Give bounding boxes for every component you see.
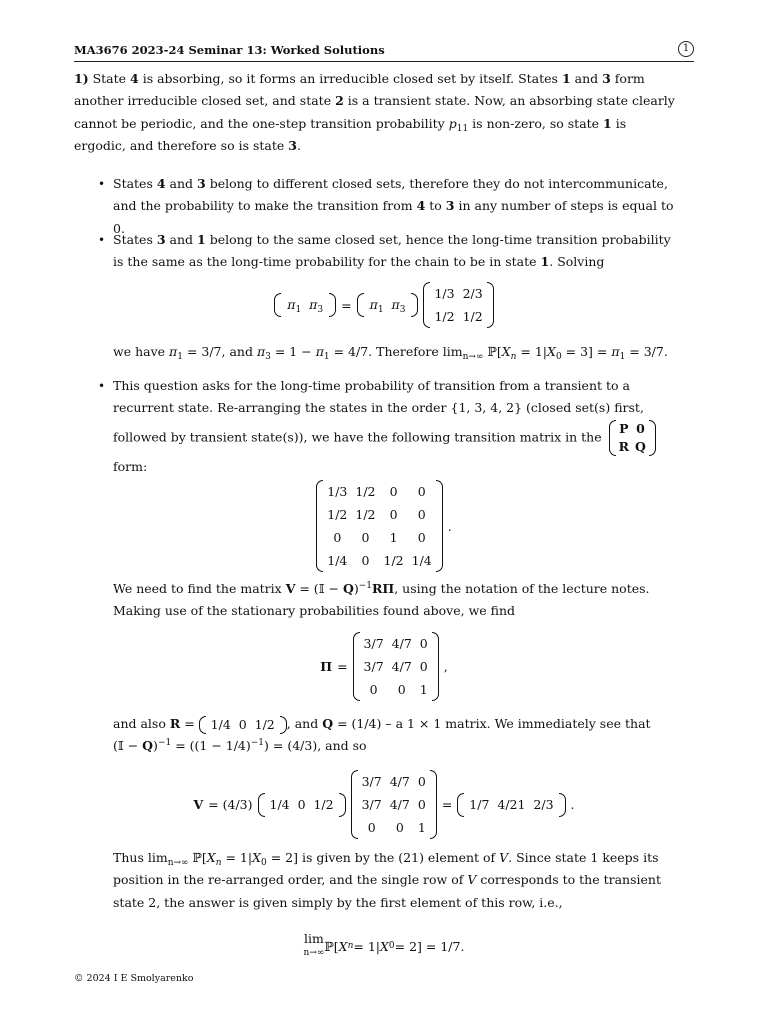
pi-matrix-equation: Π = 3/7 4/7 0 3/7 4/7 0 0 0 1 , — [0, 632, 768, 701]
stationary-equation: $\pi_1$ $\pi_3$ = $\pi_1$ $\pi_3$ 1/3 2/3 1/2 1/2 — [0, 282, 768, 328]
paragraph-thus: Thus $\lim_{n\to\infty}$ $ℙ[X_n = 1|X_0 = 2]$ is given by the (21) element of V. Since state 1 keeps its position in the re-arranged order, and the single row of V corresponds to the transient state 2, the answer is given simply by the first element of this row, i.e., — [113, 850, 661, 910]
paragraph-r-q: and also R = 1/4 0 1/2 , and Q = (1/4) – a 1 × 1 matrix. We immediately see that (𝕀 − $Q)^{-1} = ((1 - 1/4)^{-1}) = (4/3)$, and so — [113, 716, 651, 754]
pi-matrix: 3/7 4/7 0 3/7 4/7 0 0 0 1 — [363, 636, 428, 697]
page-number: 1 — [678, 41, 694, 57]
bullet-marker: • — [98, 379, 106, 393]
bullet-3-text: This question asks for the long-time probability of transition from a transient to a recurrent state. Re-arranging the states in the order {1, 3, 4, 2} (closed set(s) first, followed by transient state(s)), we have the following transition matrix in the P 0 R Q form: — [113, 375, 678, 465]
bullet-1-text: States 4 and 3 belong to different closed sets, therefore they do not intercommunicate, and the probability to make the transition from 4 to 3 in any number of steps is equal to 0. — [113, 176, 674, 236]
page-header — [74, 41, 694, 62]
paragraph-v-definition: We need to find the matrix V = (𝕀 − Q)$^{-1}$RΠ, using the notation of the lecture notes. Making use of the stationary probabilities found above, we find — [113, 581, 650, 619]
header-title: MA3676 2023-24 Seminar 13: Worked Solutions — [74, 43, 385, 57]
copyright-footer: © 2024 I E Smolyarenko — [74, 973, 194, 984]
intro-paragraph: 1) State 4 is absorbing, so it forms an irreducible closed set by itself. States 1 and 3 form another irreducible closed set, and state 2 is a transient state. Now, an absorbing state clearly cannot be periodic, and the one-step transition probability $p_{11}$ is non-zero, so state 1 is ergodic, and therefore so is state 3. — [74, 71, 675, 153]
transition-matrix-4x4: 1/3 1/2 0 0 1/2 1/2 0 0 0 0 1 0 1/4 0 1/2 1/4 — [327, 484, 432, 568]
final-answer-equation: lim n→∞ ℙ[ X n = 1| X 0 = 2] = 1/7. — [303, 931, 465, 958]
block-form-matrix: P 0 R Q — [618, 420, 646, 454]
transition-matrix-2x2: 1/3 2/3 1/2 1/2 — [434, 286, 483, 324]
rearranged-transition-matrix: 1/3 1/2 0 0 1/2 1/2 0 0 0 0 1 0 1/4 0 1/2 1/4 . — [0, 480, 768, 572]
v-pi-matrix: 3/7 4/7 0 3/7 4/7 0 0 0 1 — [361, 774, 426, 835]
bullet-marker: • — [98, 177, 106, 191]
bullet-marker: • — [98, 233, 106, 247]
bullet-2-text: States 3 and 1 belong to the same closed set, hence the long-time transition probability is the same as the long-time probability for the chain to be in state 1. Solving — [113, 232, 671, 270]
v-matrix-equation: V = (4/3) 1/4 0 1/2 3/7 4/7 0 3/7 4/7 0 0 0 1 = 1/7 4/21 2/3 . — [0, 770, 768, 839]
bullet-2-result: we have $\pi_1 = 3/7$, and $\pi_3 = 1 - \pi_1 = 4/7$. Therefore $\lim_{n\to\infty}$ $ℙ[X_n = 1|X_0 = 3] = \pi_1 = 3/7$. — [113, 344, 668, 362]
